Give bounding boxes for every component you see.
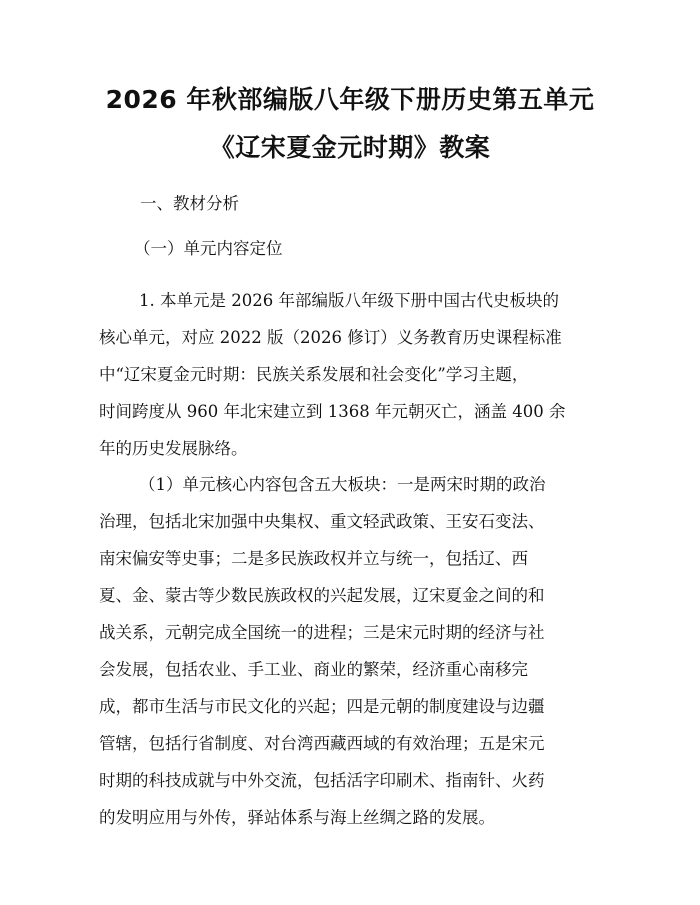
paragraph-1 xyxy=(99,282,604,467)
paragraph-2-line: 夏、金、蒙古等少数民族政权的兴起发展，辽宋夏金之间的和 xyxy=(99,586,545,605)
paragraph-2-line: （1）单元核心内容包含五大板块：一是两宋时期的政治 xyxy=(139,475,546,494)
paragraph-2-line: 战关系，元朝完成全国统一的进程；三是宋元时期的经济与社 xyxy=(99,623,545,642)
paragraph-2-line: 南宋偏安等史事；二是多民族政权并立与统一，包括辽、西 xyxy=(99,549,528,568)
paragraph-1-line: 时间跨度从 960 年北宋建立到 1368 年元朝灭亡，涵盖 400 余 xyxy=(99,402,566,421)
paragraph-1-line: 1. 本单元是 2026 年部编版八年级下册中国古代史板块的 xyxy=(139,291,559,310)
document-title-line-1: 2026 年秋部编版八年级下册历史第五单元 xyxy=(105,85,595,114)
paragraph-2-line: 治理，包括北宋加强中央集权、重文轻武政策、王安石变法、 xyxy=(99,512,545,531)
paragraph-1-line: 年的历史发展脉络。 xyxy=(99,439,248,458)
paragraph-2 xyxy=(99,466,604,836)
paragraph-2-line: 管辖，包括行省制度、对台湾西藏西域的有效治理；五是宋元 xyxy=(99,734,545,753)
document-title-line-2: 《辽宋夏金元时期》教案 xyxy=(209,133,491,162)
section-heading: 一、教材分析 xyxy=(140,194,239,213)
subsection-heading: （一）单元内容定位 xyxy=(134,239,283,258)
paragraph-1-line: 中“辽宋夏金元时期：民族关系发展和社会变化”学习主题， xyxy=(99,365,529,384)
paragraph-2-line: 的发明应用与外传，驿站体系与海上丝绸之路的发展。 xyxy=(99,808,495,827)
paragraph-2-line: 时期的科技成就与中外交流，包括活字印刷术、指南针、火药 xyxy=(99,771,545,790)
paragraph-1-line: 核心单元，对应 2022 版（2026 修订）义务教育历史课程标准 xyxy=(99,328,562,347)
paragraph-2-line: 成，都市生活与市民文化的兴起；四是元朝的制度建设与边疆 xyxy=(99,697,545,716)
paragraph-2-line: 会发展，包括农业、手工业、商业的繁荣，经济重心南移完 xyxy=(99,660,528,679)
